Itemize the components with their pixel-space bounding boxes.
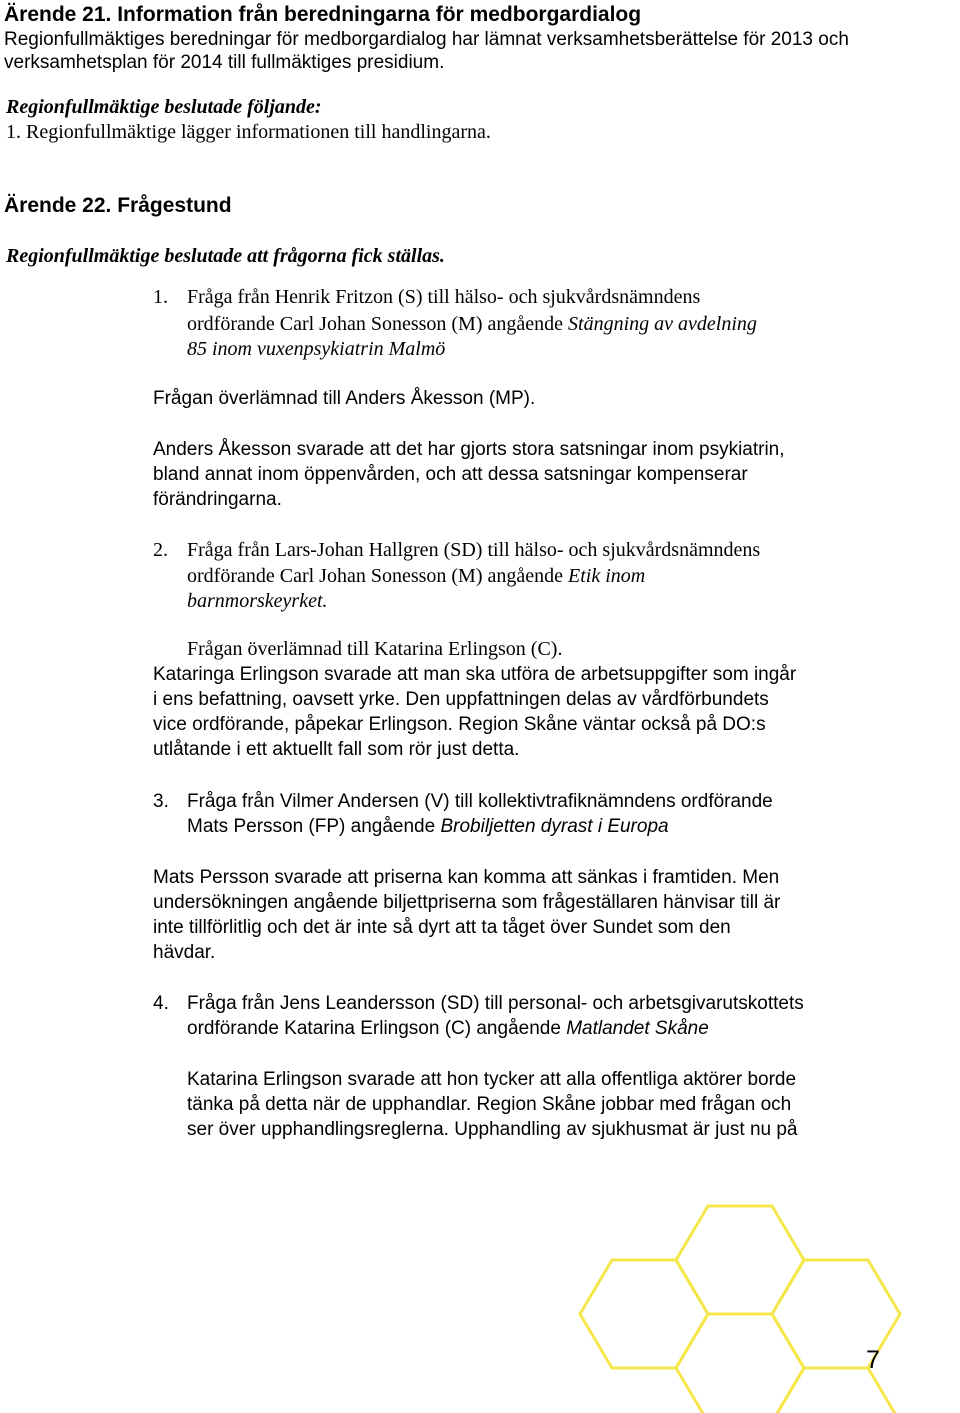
question-2-number: 2. [153, 539, 168, 561]
question-2-topic-part-1: Etik inom [568, 565, 646, 587]
section-21-title: Ärende 21. Information från beredningarna för medborgardialog [4, 3, 642, 26]
question-1-number: 1. [153, 286, 168, 308]
question-3-line-1: Fråga från Vilmer Andersen (V) till kollektivtrafiknämndens ordförande [187, 791, 773, 812]
hexagon-left [580, 1260, 708, 1368]
question-2-answer-line-4: utlåtande i ett aktuellt fall som rör just detta. [153, 739, 520, 760]
question-1-handover: Frågan överlämnad till Anders Åkesson (MP). [153, 388, 536, 409]
question-2-line-1: Fråga från Lars-Johan Hallgren (SD) till hälso- och sjukvårdsnämndens [187, 539, 761, 561]
question-4-line-2-plain: ordförande Katarina Erlingson (C) angående [187, 1018, 567, 1039]
question-3-answer-line-1: Mats Persson svarade att priserna kan komma att sänkas i framtiden. Men [153, 867, 780, 888]
section-21-intro-line-2: verksamhetsplan för 2014 till fullmäktiges presidium. [4, 52, 445, 73]
question-4-topic: Matlandet Skåne [566, 1018, 709, 1039]
question-1-topic-part-1: Stängning av avdelning [568, 313, 757, 335]
question-4-number: 4. [153, 993, 169, 1014]
question-3-answer-line-2: undersökningen angående biljettpriserna som frågeställaren hänvisar till är [153, 892, 781, 913]
question-1-topic-part-2: 85 inom vuxenpsykiatrin Malmö [187, 338, 446, 360]
question-2-topic-part-2: barnmorskeyrket. [187, 590, 328, 612]
question-1-line-2-plain: ordförande Carl Johan Sonesson (M) angående [187, 313, 569, 335]
question-3-answer-line-3: inte tillförlitlig och det är inte så dyrt att ta tåget över Sundet som den [153, 917, 731, 938]
hexagon-bottom-right [772, 1368, 900, 1413]
section-21-decision-heading: Regionfullmäktige beslutade följande: [6, 96, 322, 118]
question-1-line-1: Fråga från Henrik Fritzon (S) till hälso- och sjukvårdsnämndens [187, 286, 701, 308]
section-21-decision-item: 1. Regionfullmäktige lägger informationen till handlingarna. [6, 121, 491, 143]
question-3-line-2-plain: Mats Persson (FP) angående [187, 816, 441, 837]
question-2-answer-line-2: i ens befattning, oavsett yrke. Den uppfattningen delas av vårdförbundets [153, 689, 769, 710]
question-1-answer-line-2: bland annat inom öppenvården, och att dessa satsningar kompenserar [153, 464, 748, 485]
question-3-number: 3. [153, 791, 169, 812]
section-21-intro-line-1: Regionfullmäktiges beredningar för medborgardialog har lämnat verksamhetsberättelse för 2013 och [4, 29, 849, 50]
question-2-line-2-plain: ordförande Carl Johan Sonesson (M) angående [187, 565, 569, 587]
question-4-line-1: Fråga från Jens Leandersson (SD) till personal- och arbetsgivarutskottets [187, 993, 804, 1014]
question-2-handover: Frågan överlämnad till Katarina Erlingson (C). [187, 638, 563, 660]
question-1-answer-line-3: förändringarna. [153, 489, 282, 510]
question-4-answer-line-2: tänka på detta när de upphandlar. Region Skåne jobbar med frågan och [187, 1094, 792, 1115]
hexagon-top [676, 1206, 804, 1314]
question-4-answer-line-1: Katarina Erlingson svarade att hon tycker att alla offentliga aktörer borde [187, 1069, 797, 1090]
question-4-answer-line-3: ser över upphandlingsreglerna. Upphandling av sjukhusmat är just nu på [187, 1119, 798, 1140]
question-2-answer-line-1: Kataringa Erlingson svarade att man ska utföra de arbetsuppgifter som ingår [153, 664, 797, 685]
page-number: 7 [866, 1346, 880, 1374]
question-3-topic: Brobiljetten dyrast i Europa [440, 816, 669, 837]
question-1-answer-line-1: Anders Åkesson svarade att det har gjorts stora satsningar inom psykiatrin, [153, 439, 785, 460]
question-2-answer-line-3: vice ordförande, påpekar Erlingson. Region Skåne väntar också på DO:s [153, 714, 766, 735]
question-3-answer-line-4: hävdar. [153, 942, 216, 963]
section-22-title: Ärende 22. Frågestund [4, 194, 232, 217]
hexagon-right [772, 1260, 900, 1368]
section-22-decision: Regionfullmäktige beslutade att frågorna fick ställas. [6, 245, 445, 267]
